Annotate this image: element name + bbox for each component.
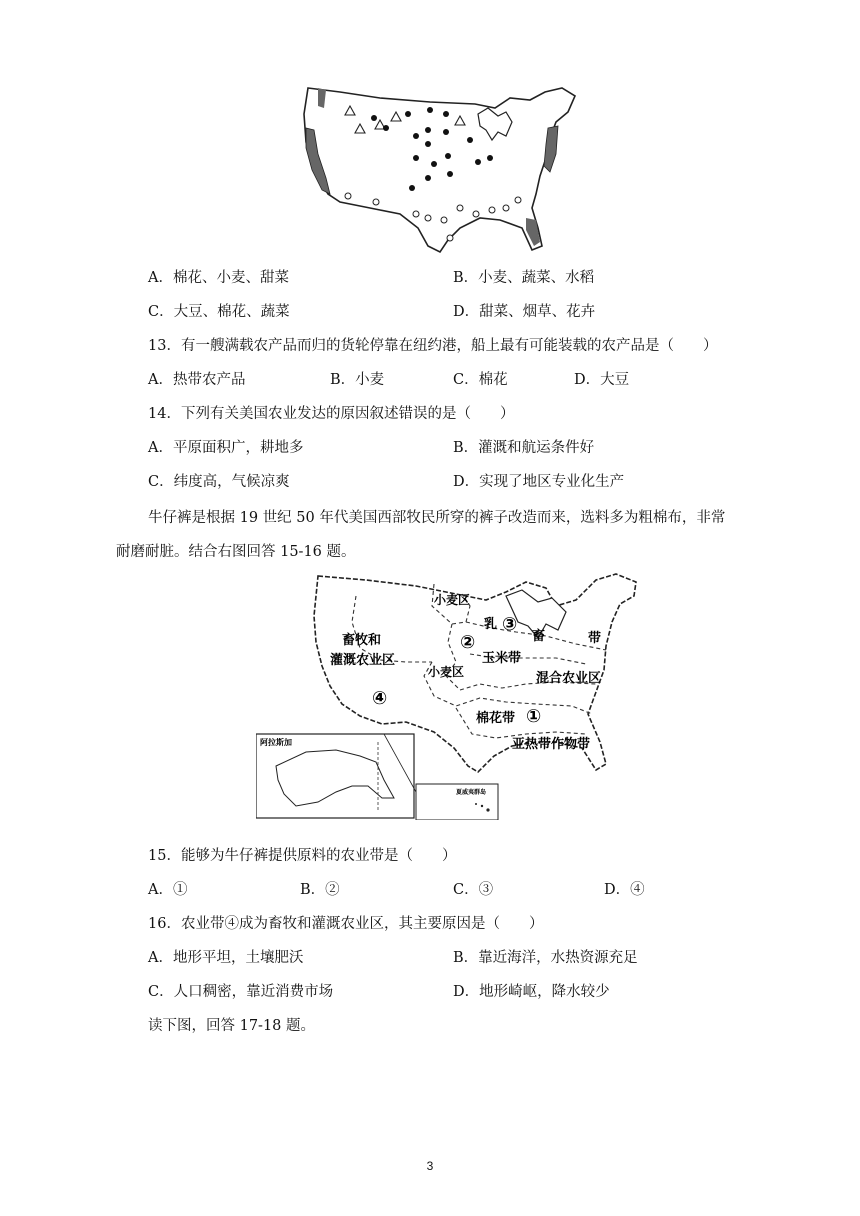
label-dairy-a: 乳 <box>484 617 498 632</box>
us-agricultural-belts-map <box>256 566 646 820</box>
q12-option-b: B．小麦、蔬菜、水稻 <box>453 270 595 286</box>
q16-option-d: D．地形崎岖，降水较少 <box>453 984 610 1000</box>
q15-option-b: B．② <box>300 882 340 898</box>
q13-option-c: C．棉花 <box>453 372 508 388</box>
q12-option-a: A．棉花、小麦、甜菜 <box>148 270 289 286</box>
q15-option-a: A．① <box>148 882 188 898</box>
label-wheat-north: 小麦区 <box>434 593 471 607</box>
passage-line-2: 耐磨耐脏。结合右图回答 15-16 题。 <box>116 544 356 560</box>
q14-option-c: C．纬度高，气候凉爽 <box>148 474 290 490</box>
q13-option-a: A．热带农产品 <box>148 372 246 388</box>
q14-stem: 14．下列有关美国农业发达的原因叙述错误的是（ ） <box>148 406 515 422</box>
q13-stem: 13．有一艘满载农产品而归的货轮停靠在纽约港，船上最有可能装载的农产品是（ ） <box>148 338 718 354</box>
label-wheat-south: 小麦区 <box>428 665 465 679</box>
label-dairy-c: 带 <box>588 631 602 646</box>
page-number: 3 <box>426 1159 434 1173</box>
label-hawaii: 夏威夷群岛 <box>456 789 487 796</box>
q15-stem: 15．能够为牛仔裤提供原料的农业带是（ ） <box>148 848 457 864</box>
label-mixed: 混合农业区 <box>536 671 602 686</box>
q13-option-d: D．大豆 <box>574 372 630 388</box>
label-num-2: ② <box>460 632 476 653</box>
q16-stem: 16．农业带④成为畜牧和灌溉农业区，其主要原因是（ ） <box>148 916 544 932</box>
q16-option-c: C．人口稠密，靠近消费市场 <box>148 984 334 1000</box>
us-crop-distribution-map <box>300 78 582 256</box>
q13-option-b: B．小麦 <box>330 372 385 388</box>
label-alaska: 阿拉斯加 <box>260 738 292 747</box>
label-ranching-2: 灌溉农业区 <box>330 653 396 668</box>
q12-option-c: C．大豆、棉花、蔬菜 <box>148 304 290 320</box>
passage-line-1: 牛仔裤是根据 19 世纪 50 年代美国西部牧民所穿的裤子改造而来，选料多为粗棉布，非常 <box>148 510 726 526</box>
label-num-4: ④ <box>372 688 388 709</box>
label-subtropical: 亚热带作物带 <box>512 737 591 752</box>
q14-option-b: B．灌溉和航运条件好 <box>453 440 595 456</box>
q14-option-a: A．平原面积广，耕地多 <box>148 440 304 456</box>
label-cotton: 棉花带 <box>476 711 516 726</box>
label-num-3: ③ <box>502 614 518 635</box>
read-next-instruction: 读下图，回答 17-18 题。 <box>148 1018 316 1034</box>
label-num-1: ① <box>526 706 542 727</box>
label-dairy-b: 畜 <box>532 629 546 644</box>
q15-option-c: C．③ <box>453 882 494 898</box>
q16-option-a: A．地形平坦，土壤肥沃 <box>148 950 304 966</box>
q16-option-b: B．靠近海洋，水热资源充足 <box>453 950 638 966</box>
q15-option-d: D．④ <box>604 882 645 898</box>
q14-option-d: D．实现了地区专业化生产 <box>453 474 625 490</box>
label-corn: 玉米带 <box>482 651 522 666</box>
label-ranching-1: 畜牧和 <box>342 633 382 648</box>
q12-option-d: D．甜菜、烟草、花卉 <box>453 304 596 320</box>
